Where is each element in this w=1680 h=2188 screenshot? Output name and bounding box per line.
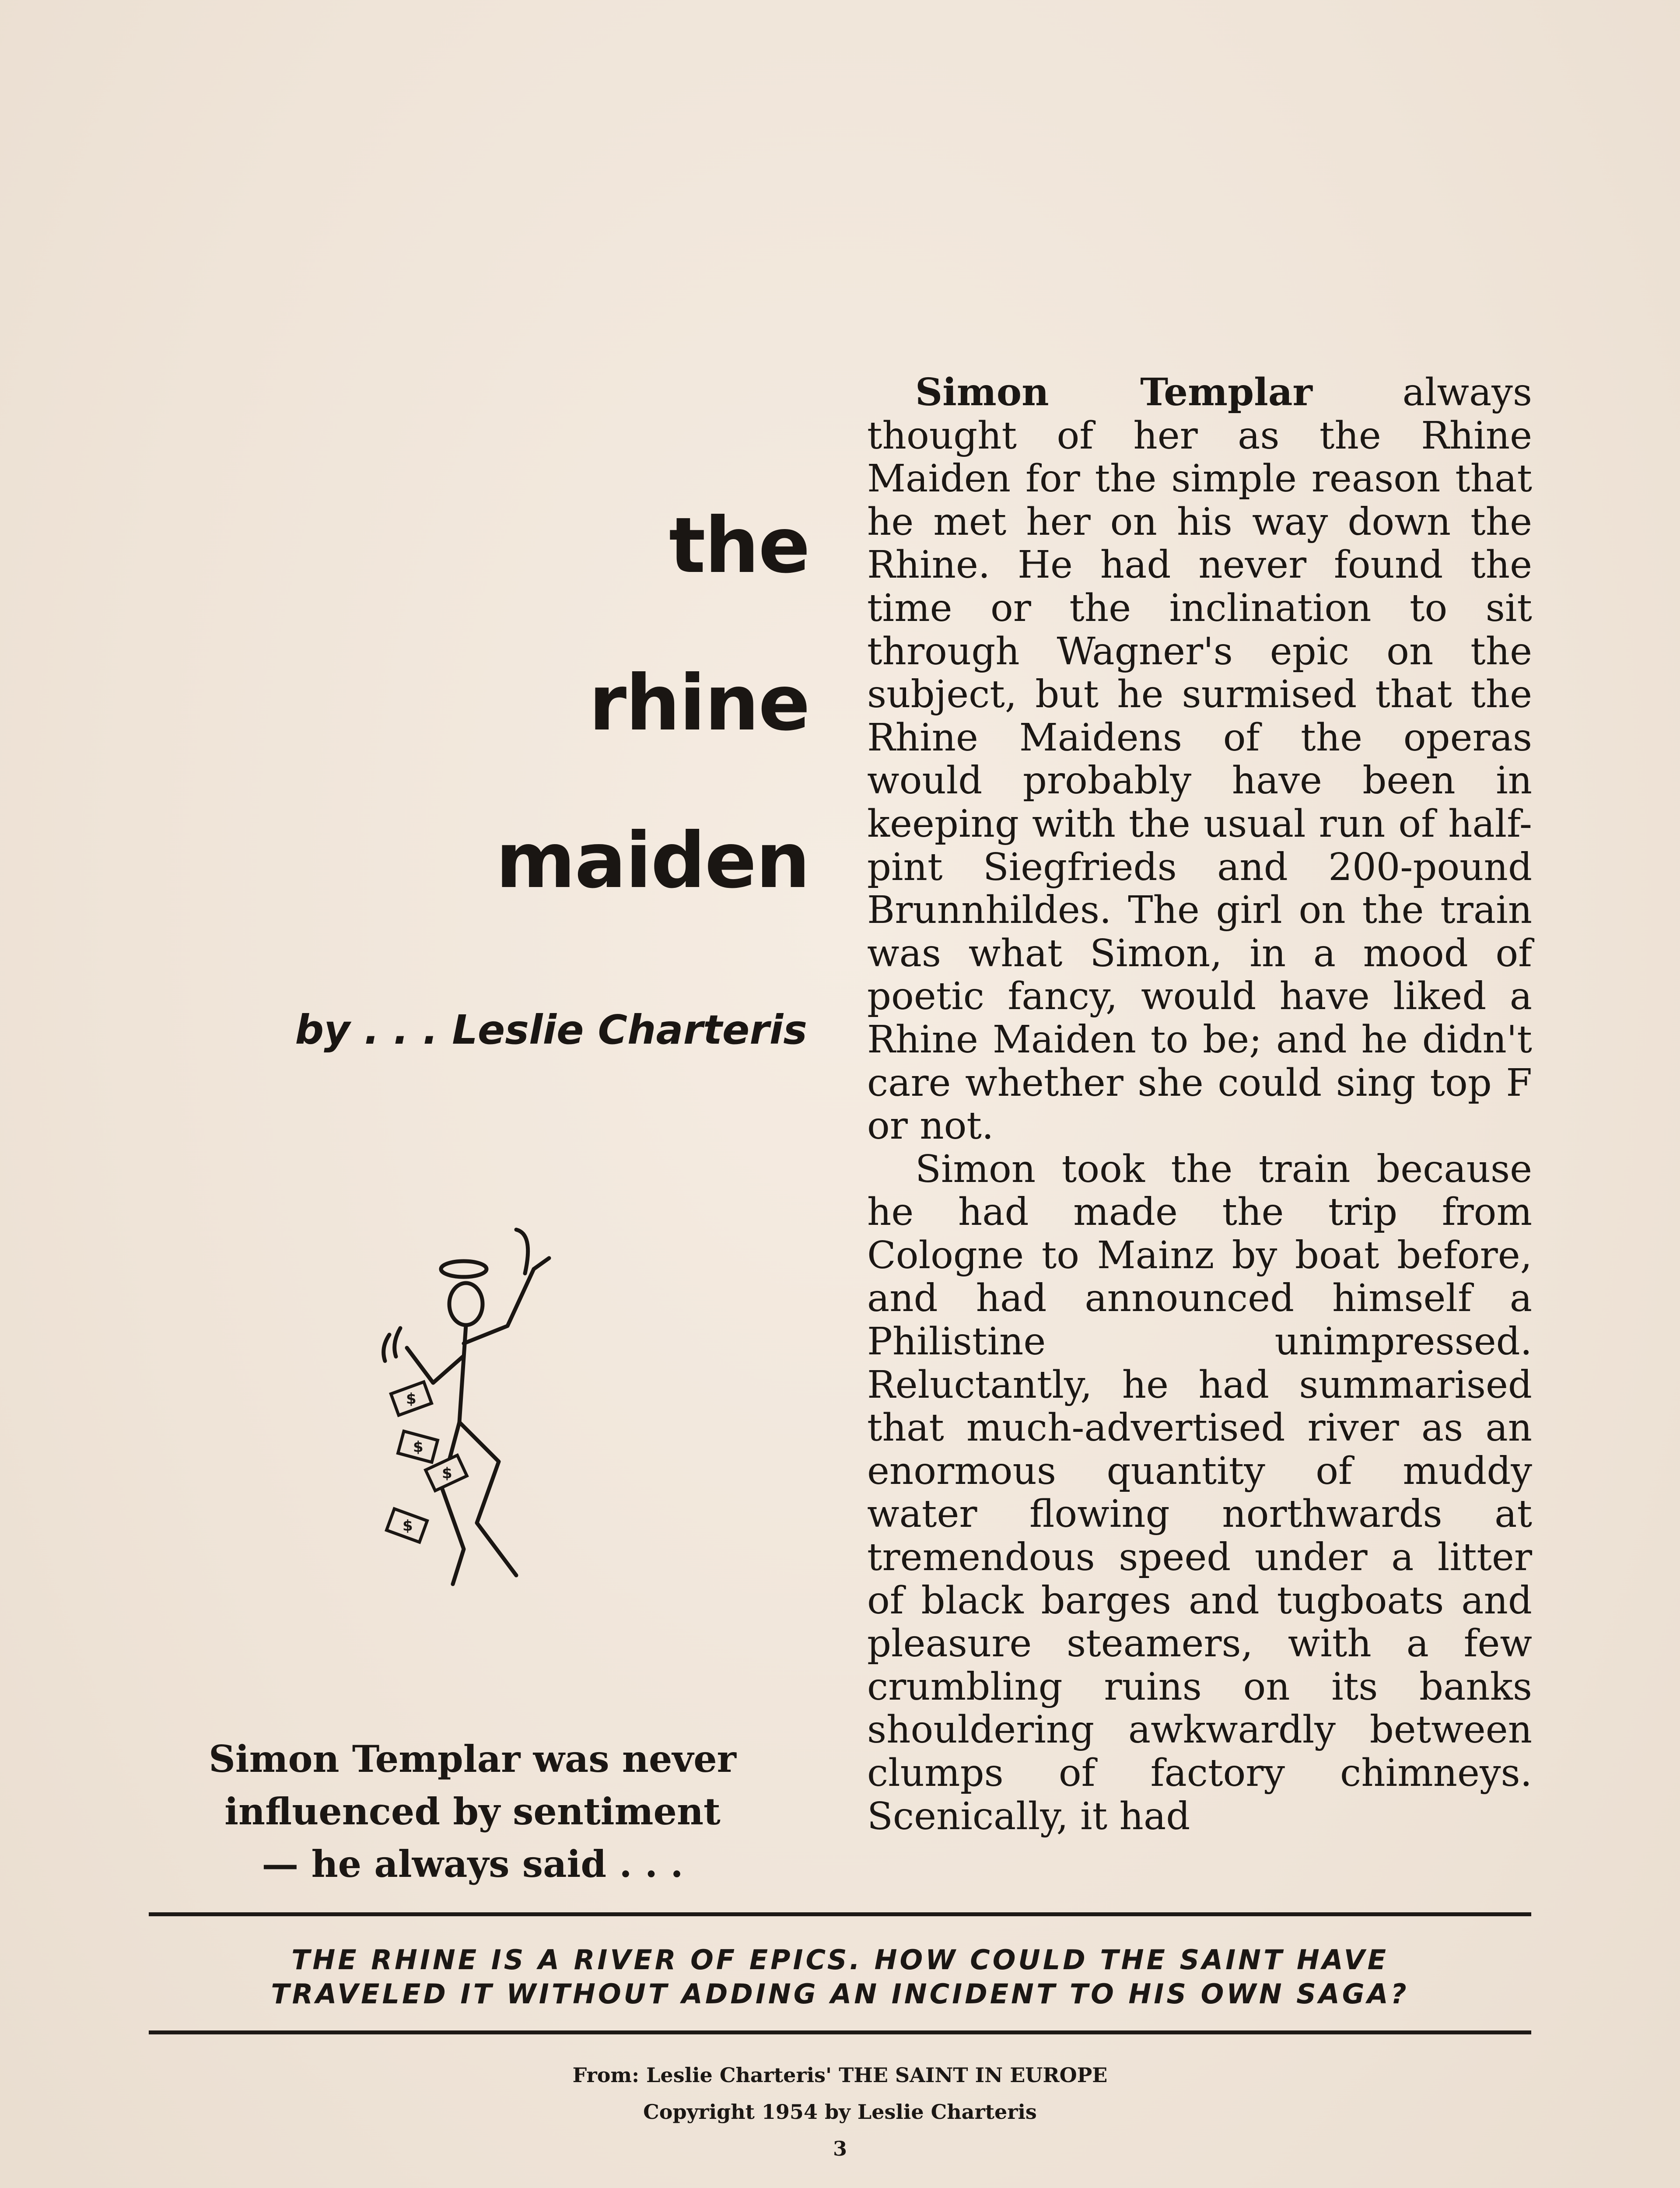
saint-stick-figure-icon: [376, 1217, 586, 1602]
teaser-line-2: influenced by sentiment: [224, 1790, 721, 1833]
svg-text:$: $: [402, 1517, 413, 1535]
source-credits: [149, 2057, 1531, 2167]
bottom-divider: [149, 2030, 1531, 2034]
source-line: From: Leslie Charteris' THE SAINT IN EUROPE: [572, 2063, 1108, 2087]
svg-text:$: $: [413, 1438, 424, 1456]
lead-in-name: Simon Templar: [915, 370, 1312, 414]
copyright-line: Copyright 1954 by Leslie Charteris: [643, 2100, 1037, 2124]
paragraph-2: Simon took the train because he had made the trip from Cologne to Mainz by boat before, and had announced himself a Philistine unimpressed. Reluctantly, he had summarised that much-advertised river as an enormous quantity of muddy water flowing northwards at tremendous speed under a litter of black barges and tugboats and pleasure steamers, with a few crumbling ruins on its banks shouldering awkwardly between clumps of factory chimneys. Scenically, it had: [867, 1147, 1532, 1838]
story-title-line-3: maiden: [496, 817, 809, 905]
story-title-line-1: the: [669, 501, 809, 590]
story-blurb: [149, 1943, 1531, 2011]
blurb-line-2: TRAVELED IT WITHOUT ADDING AN INCIDENT TO HIS OWN SAGA?: [271, 1978, 1409, 2010]
story-body: [867, 371, 1532, 1838]
svg-text:$: $: [406, 1390, 416, 1408]
author-byline: by . . . Leslie Charteris: [295, 1006, 807, 1053]
page-number: 3: [833, 2137, 847, 2160]
svg-text:$: $: [442, 1465, 452, 1482]
paragraph-1: [867, 371, 1532, 1148]
story-title-line-2: rhine: [588, 659, 809, 748]
blurb-line-1: THE RHINE IS A RIVER OF EPICS. HOW COULD THE SAINT HAVE: [291, 1944, 1389, 1976]
top-divider: [149, 1912, 1531, 1916]
paragraph-1-text: always thought of her as the Rhine Maiden for the simple reason that he met her on his way down the Rhine. He had never found the time or the inclination to sit through Wagner's epic on the subject, but he surmised that the Rhine Maidens of the operas would probably have been in keeping with the usual run of half-pint Siegfrieds and 200-pound Brunnhildes. The girl on the train was what Simon, in a mood of poetic fancy, would have liked a Rhine Maiden to be; and he didn't care whether she could sing top F or not.: [867, 371, 1532, 1148]
teaser-line-3: — he always said . . .: [262, 1842, 683, 1886]
teaser-text: [188, 1733, 757, 1890]
teaser-line-1: Simon Templar was never: [209, 1737, 736, 1781]
